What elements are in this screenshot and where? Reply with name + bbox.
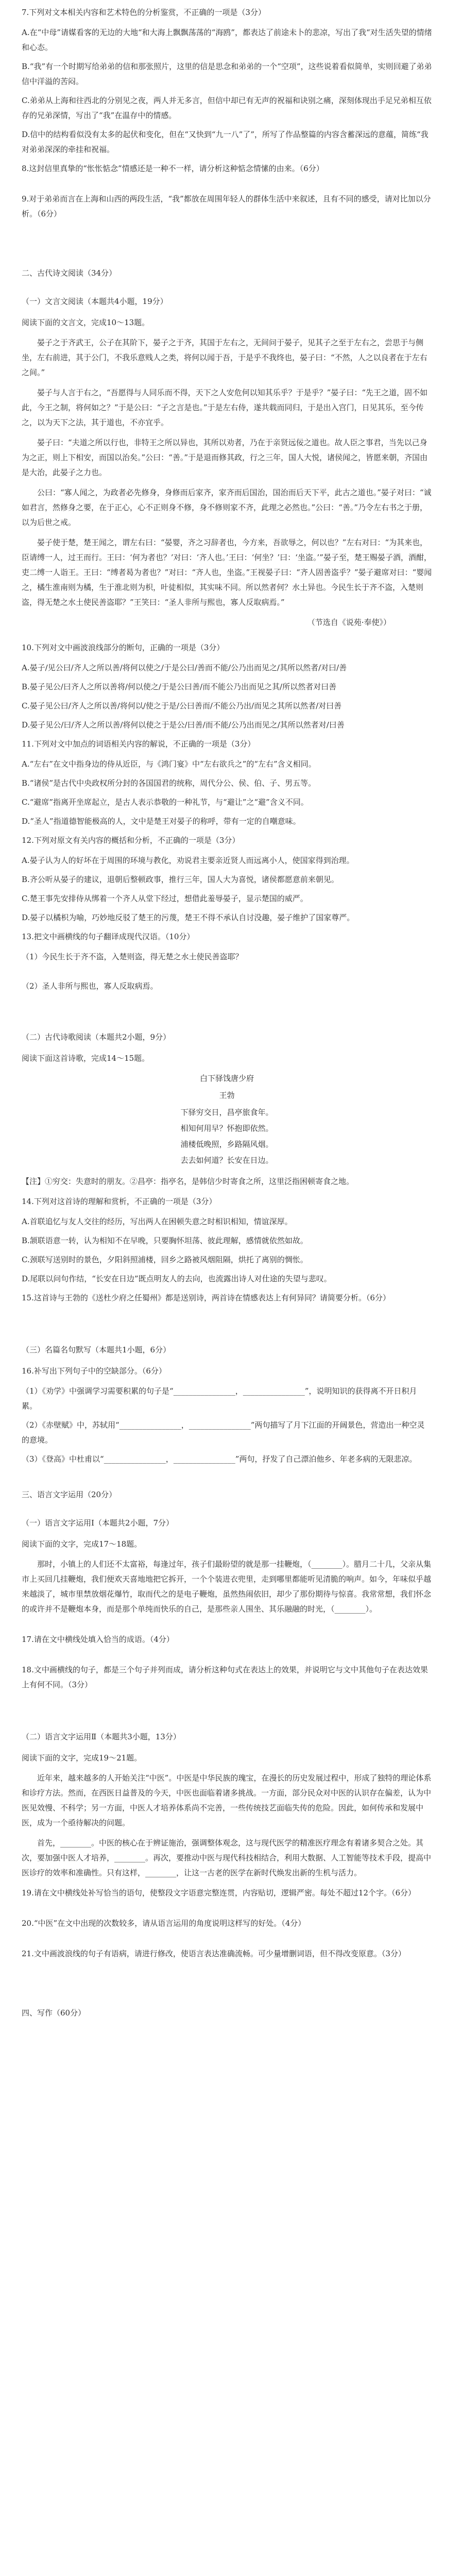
section-4-title: 四、写作（60分） (22, 2008, 86, 2018)
poem-line: 下驿穷交日，昌亭旅食年。 (180, 1108, 274, 1117)
part-5-instruction: 阅读下面的文字，完成19～21题。 (22, 1753, 142, 1762)
question-14-option-b: B.颔联语意一转，认为相知不在早晚，只要胸怀坦荡、彼此理解，感情就依然如故。 (22, 1236, 308, 1245)
question-16-item-2: （2）《赤壁赋》中，苏轼用“________________，________________”两句描写了月下江面的开阔景色，营造出一种空灵的意境。 (22, 1420, 425, 1445)
question-17-stem: 17.请在文中横线处填入恰当的成语。（4分） (22, 1635, 174, 1644)
question-12-option-a: A.晏子认为人的好坏在于周围的环境与教化，劝说君主要亲近贤人而远离小人，使国家得到治理。 (22, 856, 354, 865)
part-2-heading: （二）古代诗歌阅读（本题共2小题，9分） (22, 1032, 171, 1042)
question-21-stem: 21.文中画波浪线的句子有语病，请进行修改，使语言表达准确流畅。可少量增删词语，但不得改变原意。（3分） (22, 1949, 406, 1958)
question-14-option-a: A.首联追忆与友人交往的经历，写出两人在困顿失意之时相识相知，情谊深厚。 (22, 1217, 293, 1226)
question-11-stem: 11.下列对文中加点的词语相关内容的解说，不正确的一项是（3分） (22, 739, 255, 749)
question-10-option-a: A.晏子/见公曰/齐人之所以善/将何以使之/于是公曰/善而不能/公乃出而见之/其所以然者/对曰/善 (22, 663, 347, 672)
question-16-stem: 16.补写出下列句子中的空缺部分。（6分） (22, 1366, 166, 1376)
question-15-stem: 15.这首诗与王勃的《送杜少府之任蜀州》都是送别诗，两首诗在情感表达上有何异同？请简要分析。（6分） (22, 1293, 390, 1302)
prose-paragraph: 晏子曰：“夫道之所以行也，非特王之所以异也，其所以劝者，乃在于亲贤远佞之道也。故人臣之事君，当先以己身为之正，则上下相安，而国以治矣。”公曰：“善。”于是退而修其政，行之三年，国人大悦，诸侯闻之，皆愿来朝，齐国由是大治，此晏子之力也。 (22, 438, 428, 477)
question-7-option-b: B.“我”有一个时期写给弟弟的信和那张照片，这里的信是思念和弟弟的一个“空项”，这些说着看似简单，实则回避了弟弟信中洋溢的苦闷。 (22, 62, 432, 86)
question-7-option-a: A.在“中母”请媒看客的无边的大地“和大海上飘飘荡荡的“海鸥”，都表达了前途未卜的悲凉，写出了我“对生活失望的情绪和心态。 (22, 28, 432, 52)
question-10-option-d: D.晏子见公/曰/齐人之所以善/将何以使之于是公/曰善/而不能/公乃出而见之/其所以然者对/曰善 (22, 720, 345, 730)
question-11-option-c: C.“避席”指离开坐席起立，是古人表示恭敬的一种礼节，与“避让”之“避”含义不同。 (22, 798, 309, 807)
question-8: 8.这封信里真挚的“怅怅惦念”情感还是一种不一样，请分析这种惦念情愫的由来。（6分） (22, 164, 324, 173)
language-passage: 那时，小镇上的人们还不太富裕，每逢过年，孩子们最盼望的就是那一挂鞭炮，（________）。腊月二十几，父亲从集市上买回几挂鞭炮，我们便欢天喜地地把它拆开，一个个装进衣兜里，走到哪里都能听见清脆的响声。如今，年味似乎越来越淡了，城市里禁放烟花爆竹，取而代之的是电子鞭炮，虽然热闹依旧，却少了那份期待与惊喜。我常常想，我们怀念的或许并不是鞭炮本身，而是那个单纯而快乐的自己，是那些亲人围坐、其乐融融的时光，（________）。 (22, 1560, 432, 1614)
question-7-option-c: C.弟弟从上海和往西北的分别见之夜，两人并无多言，但信中却已有无声的祝福和诀别之痛，深刻体现出手足兄弟相互依存的兄弟深情，写出了“我”在温存中的情感。 (22, 96, 432, 120)
poetry-section (22, 1030, 432, 1306)
question-12-option-c: C.楚王事先安排侍从绑着一个齐人从堂下经过，想借此羞辱晏子，显示楚国的威严。 (22, 894, 308, 903)
language-use-2-section (22, 1730, 432, 1961)
question-16-item-3: （3）《登高》中杜甫以“________________，________________”两句，抒发了自己漂泊他乡、年老多病的无限悲凉。 (22, 1454, 417, 1464)
question-10-option-b: B.晏子见公/曰齐人之所以善将/何以使之/于是公曰善/而不能公乃出而见之其/所以然者对曰善 (22, 682, 337, 691)
question-20-stem: 20.“中医”在文中出现的次数较多，请从语言运用的角度说明这样写的好处。（4分） (22, 1919, 306, 1928)
part-3-heading: （三）名篇名句默写（本题共1小题，6分） (22, 1345, 171, 1354)
question-7-option-d: D.信中的结构看似没有太多的起伏和变化，但在“又快到“九一八”了”，所写了作品整篇的内容含蓄深远的意蕴，简练“我对弟弟深深的牵挂和祝福。 (22, 130, 429, 154)
poem-note: 【注】①穷交：失意时的朋友。②昌亭：指亭名，是韩信少时寄食之所，这里泛指困顿寄食之地。 (22, 1177, 354, 1186)
part-4-instruction: 阅读下面的文字，完成17～18题。 (22, 1539, 142, 1549)
poem-line: 相知何用早？怀抱即依然。 (180, 1124, 274, 1133)
question-18-stem: 18.文中画横线的句子，都是三个句子并列而成，请分析这种句式在表达上的效果，并说明它与文中其他句子在表达效果上有何不同。（3分） (22, 1665, 428, 1689)
reading-questions-top (22, 5, 432, 222)
part-4-heading: （一）语言文字运用Ⅰ（本题共2小题，7分） (22, 1518, 174, 1528)
part-1-heading: （一）文言文阅读（本题共4小题，19分） (22, 297, 168, 306)
poem-line: 浦楼低晚照，乡路隔风烟。 (180, 1140, 274, 1149)
prose-paragraph: 晏子使于楚，楚王闻之，谓左右曰：“晏婴，齐之习辞者也，今方来，吾欲辱之，何以也？”左右对曰：“为其来也，臣请缚一人，过王而行。王曰：‘何为者也？’对曰：‘齐人也。’王曰：‘何坐？’曰：‘坐盗。’”晏子至，楚王赐晏子酒，酒酣，吏二缚一人诣王。王曰：“缚者曷为者也？”对曰：“齐人也，坐盗。”王视晏子曰：“齐人固善盗乎？”晏子避席对曰：“婴闻之，橘生淮南则为橘，生于淮北则为枳，叶徒相似，其实味不同。所以然者何？水土异也。今民生长于齐不盗，入楚则盗，得无楚之水土使民善盗耶？”王笑曰：“圣人非所与熙也，寡人反取病焉。” (22, 538, 432, 607)
question-12-option-b: B.齐公听从晏子的建议，退朝后整顿政事，推行三年，国人大为喜悦，诸侯都愿意前来朝见。 (22, 875, 339, 884)
question-14-stem: 14.下列对这首诗的理解和赏析，不正确的一项是（3分） (22, 1197, 217, 1206)
language-passage-1: 近年来，越来越多的人开始关注“中医”。中医是中华民族的瑰宝，在漫长的历史发展过程中，形成了独特的理论体系和诊疗方法。然而，在西医日益普及的今天，中医也面临着诸多挑战。一方面，部分民众对中医的认识存在偏差，认为中医见效慢、不科学；另一方面，中医人才培养体系尚不完善，一些传统技艺面临失传的危险。因此，如何传承和发展中医，成为一个亟待解决的问题。 (22, 1773, 432, 1827)
question-13-stem: 13.把文中画横线的句子翻译成现代汉语。（10分） (22, 932, 195, 941)
question-11-option-a: A.“左右”在文中指身边的侍从近臣，与《鸿门宴》中“左右欲兵之”的“左右”含义相同。 (22, 759, 316, 769)
question-19-stem: 19.请在文中横线处补写恰当的语句，使整段文字语意完整连贯，内容贴切，逻辑严密。每处不超过12个字。（6分） (22, 1888, 416, 1897)
language-use-1-section (22, 1516, 432, 1692)
section-3-title: 三、语言文字运用（20分） (22, 1490, 117, 1499)
question-11-option-d: D.“圣人”指道德智能极高的人，文中是楚王对晏子的称呼，带有一定的自嘲意味。 (22, 817, 301, 826)
language-passage-2: 首先，________。中医的核心在于辨证施治，强调整体观念，这与现代医学的精准医疗理念有着诸多契合之处。其次，要加强中医人才培养，________。再次，要推动中医与现代科技相结合，利用大数据、人工智能等技术手段，提高中医诊疗的效率和准确性。只有这样，________，让这一古老的医学在新时代焕发出新的生机与活力。 (22, 1838, 432, 1877)
part-2-instruction: 阅读下面这首诗歌，完成14～15题。 (22, 1054, 150, 1063)
question-13-item-1: （1）今民生长于齐不盗，入楚则盗，得无楚之水土使民善盗耶？ (22, 952, 243, 961)
prose-paragraph: 公曰：“寡人闻之，为政者必先修身，身修而后家齐，家齐而后国治，国治而后天下平，此古之道也。”晏子对曰：“诚如君言，然修身之要，在于正心，心不正则身不修，身不修则家不齐，此理之必然也。”公曰：“善。”乃令左右书之于册，以为后世之戒。 (22, 488, 432, 527)
question-10-stem: 10.下列对文中画波浪线部分的断句，正确的一项是（3分） (22, 643, 225, 652)
poem-title: 白下驿饯唐少府 (199, 1074, 254, 1083)
prose-source: （节选自《说苑·奉使》） (307, 618, 391, 627)
poem-line: 去去如何道？长安在日边。 (180, 1156, 274, 1165)
question-12-option-d: D.晏子以橘枳为喻，巧妙地反驳了楚王的污蔑，楚王不得不承认自讨没趣，晏子维护了国家尊严。 (22, 913, 355, 922)
classical-prose-section (22, 294, 432, 994)
question-11-option-b: B.“诸侯”是古代中央政权所分封的各国国君的统称，周代分公、侯、伯、子、男五等。 (22, 778, 316, 788)
question-10-option-c: C.晏子见公曰/齐人之所以善/将何以/使之于是/公曰善而/不能公乃出/而见之其所以然者/对曰善 (22, 701, 342, 710)
part-5-heading: （二）语言文字运用Ⅱ（本题共3小题，13分） (22, 1732, 181, 1741)
poem-author: 王勃 (219, 1091, 235, 1100)
question-12-stem: 12.下列对原文有关内容的概括和分析，不正确的一项是（3分） (22, 836, 240, 845)
question-7-stem: 7.下列对文本相关内容和艺术特色的分析鉴赏，不正确的一项是（3分） (22, 8, 266, 17)
question-16-item-1: （1）《劝学》中强调学习需要积累的句子是“________________，________________”，说明知识的获得离不开日积月累。 (22, 1386, 417, 1411)
prose-paragraph: 晏子与人言于右之，“吾愿得与人同乐而不得，天下之人安危何以知其乐乎？于是乎？”晏子曰：“先王之道，固不如此，今王之制，将何如之？”于是公曰：“子之言是也。”于是左右侍，遂共载而同归，于是出入宫门，日见其乐，至今传之，以为天下之法，其于道也，不亦宜乎。 (22, 388, 428, 427)
section-2-title: 二、古代诗文阅读（34分） (22, 268, 117, 278)
prose-paragraph: 晏子之于齐武王，公子在其阶下，晏子之于齐，其国于左右之，无间问于晏子，见其子之至于左右之，尝思于与侧坐，左右前进，其于公门，不我乐意贱人之类，将何以闻于吾，于是乎不我终也，晏子曰：“不然，人之以良者在于左右之间。” (22, 338, 428, 377)
question-14-option-c: C.颈联写送别时的景色，夕阳斜照浦楼，回乡之路被风烟阻隔，烘托了离别的惆怅。 (22, 1255, 308, 1264)
question-9: 9.对于弟弟而言在上海和山西的两段生活，“我”都放在周围年轻人的群体生活中来叙述，且有不同的感受，请对比加以分析。（6分） (22, 194, 431, 218)
dictation-section (22, 1343, 432, 1467)
question-13-item-2: （2）圣人非所与熙也，寡人反取病焉。 (22, 981, 158, 991)
question-14-option-d: D.尾联以问句作结，“长安在日边”既点明友人的去向，也流露出诗人对仕途的失望与悲叹。 (22, 1274, 332, 1283)
part-1-instruction: 阅读下面的文言文，完成10～13题。 (22, 318, 150, 327)
